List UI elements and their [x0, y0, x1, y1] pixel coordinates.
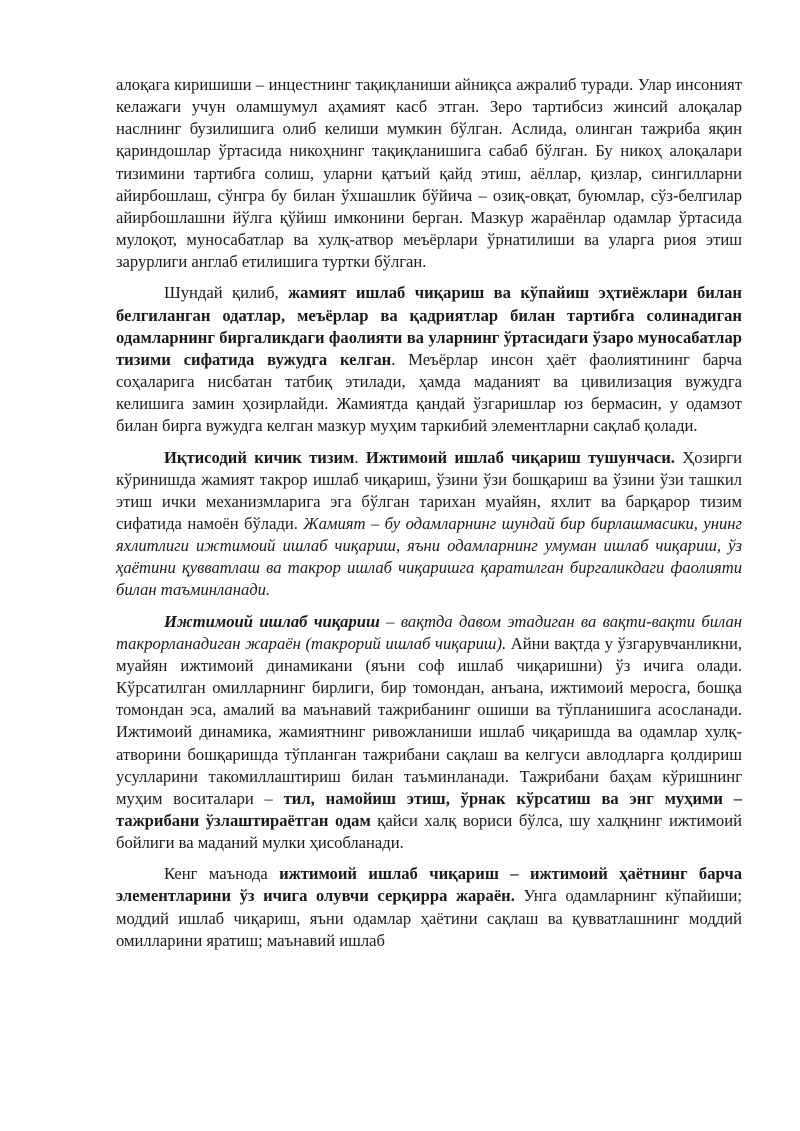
text-run: қайси халқ вориси бўлса, шу халқнинг ижтимоий бойлиги ва маданий мулки ҳисобланади. — [116, 811, 742, 853]
bold-italic-term-inner: Ижтимоий ишлаб чиқариш — [164, 611, 380, 631]
text-run: Ҳозирги кўринишда жамият такрор ишлаб чиқариш, ўзини ўзи бошқариш ва ўзини ўзи ташкил этиш ички механизмларига эга бўлган тарихан муайян, яхлит ва барқарор тизим сифатида намоён бўлади. — [116, 447, 742, 533]
italic-definition: – вақтда давом этадиган ва вақти-вақти билан такрорланадиган жараён (такрорий ишлаб чиқариш). — [116, 611, 742, 653]
text-run: . Меъёрлар инсон ҳаёт фаолиятининг барча соҳаларига нисбатан татбиқ этилади, ҳамда маданият ва цивилизация вужудга келишига замин ҳозирлайди. Жамиятда қандай ўзгаришлар юз бермасин, у одамзот билан бирга вужудга келган мазкур муҳим таркибий элементларни сақлаб қолади. — [116, 349, 743, 436]
paragraph-4 — [116, 611, 742, 855]
bold-text-run: тил, намойиш этиш, ўрнак кўрсатиш ва энг муҳими – тажрибани ўзлаштираётган одам — [116, 788, 742, 830]
section-heading-social-production: Ижтимоий ишлаб чиқариш тушунчаси. — [365, 447, 675, 467]
text-run: алоқага киришиши – инцестнинг тақиқланиши айниқса ажралиб туради. Улар инсоният келажаги учун оламшумул аҳамият касб этган. Зеро тартибсиз жинсий алоқалар наслнинг бузилишига олиб келиши мумкин бўлган. Аслида, олинган тажриба яқин қариндошлар ўртасида никоҳнинг тақиқланишига сабаб бўлган. Бу никоҳ алоқалари тизимини тартибга солиш, уларни қатъий қайд этиш, аёллар, қизлар, сингилларни айирбошлаш, сўнгра бу билан ўхшашлик бўйича – озиқ-овқат, буюмлар, сўз-белгилар айирбошлашни йўлга қўйиш имконини берган. Мазкур жараёнлар одамлар ўртасида мулоқот, муносабатлар ва хулқ-атвор меъёрлари ўрнатилиши ва уларга риоя этиш зарурлиги англаб етилишига туртки бўлган. — [116, 75, 742, 272]
bold-italic-term — [164, 612, 380, 631]
paragraph-2 — [116, 282, 742, 437]
text-run: Кенг маънода — [164, 864, 280, 884]
bold-text-run: ижтимоий ишлаб чиқариш – ижтимоий ҳаётнинг барча элементларини ўз ичига олувчи серқирра жараён. — [116, 864, 742, 906]
bold-text-run: жамият ишлаб чиқариш ва кўпайиш эҳтиёжлари билан белгиланган одатлар, меъёрлар ва қадриятлар билан тартибга солинадиган одамларнинг биргаликдаги фаолияти ва уларнинг ўртасидаги ўзаро муносабатлар тизими сифатида вужудга келган — [116, 283, 742, 369]
paragraph-3 — [116, 447, 742, 602]
paragraph-5 — [116, 863, 742, 952]
document-page — [116, 74, 742, 952]
text-run: Айни вақтда у ўзгарувчанликни, муайян ижтимоий динамикани (яъни соф ишлаб чиқаришни) ўз ичига олади. Кўрсатилган омилларнинг бирлиги, бир томондан, анъана, ижтимоий меросга, бошқа томондан эса, амалий ва маънавий тажрибанинг ошиши ва тўпланишига асосланади. Ижтимоий динамика, жамиятнинг ривожланиши ишлаб чиқаришда ва одамлар хулқ-атворини бошқаришда тўпланган тажрибани сақлаш ва келгуси авлодларга қолдириш усулларини такомиллаштириш билан таъминланади. Тажрибани баҳам кўришнинг муҳим воситалари – — [116, 633, 742, 808]
paragraph-1 — [116, 74, 742, 273]
italic-definition: Жамият – бу одамларнинг шундай бир бирлашмасики, унинг яхлитлиги ижтимоий ишлаб чиқариш, яъни одамларнинг умуман ишлаб чиқариш, ўз ҳаётини қувватлаш ва такрор ишлаб чиқаришга қаратилган биргаликдаги фаолияти билан таъминланади. — [116, 513, 742, 600]
text-run: Унга одамларнинг кўпайиши; моддий ишлаб чиқариш, яъни одамлар ҳаётини сақлаш ва қувватлашнинг моддий омилларини яратиш; маънавий ишлаб — [116, 886, 743, 950]
section-heading-economic: Иқтисодий кичик тизим — [164, 447, 355, 467]
text-run: Шундай қилиб, — [164, 283, 289, 303]
text-run: . — [354, 447, 366, 467]
